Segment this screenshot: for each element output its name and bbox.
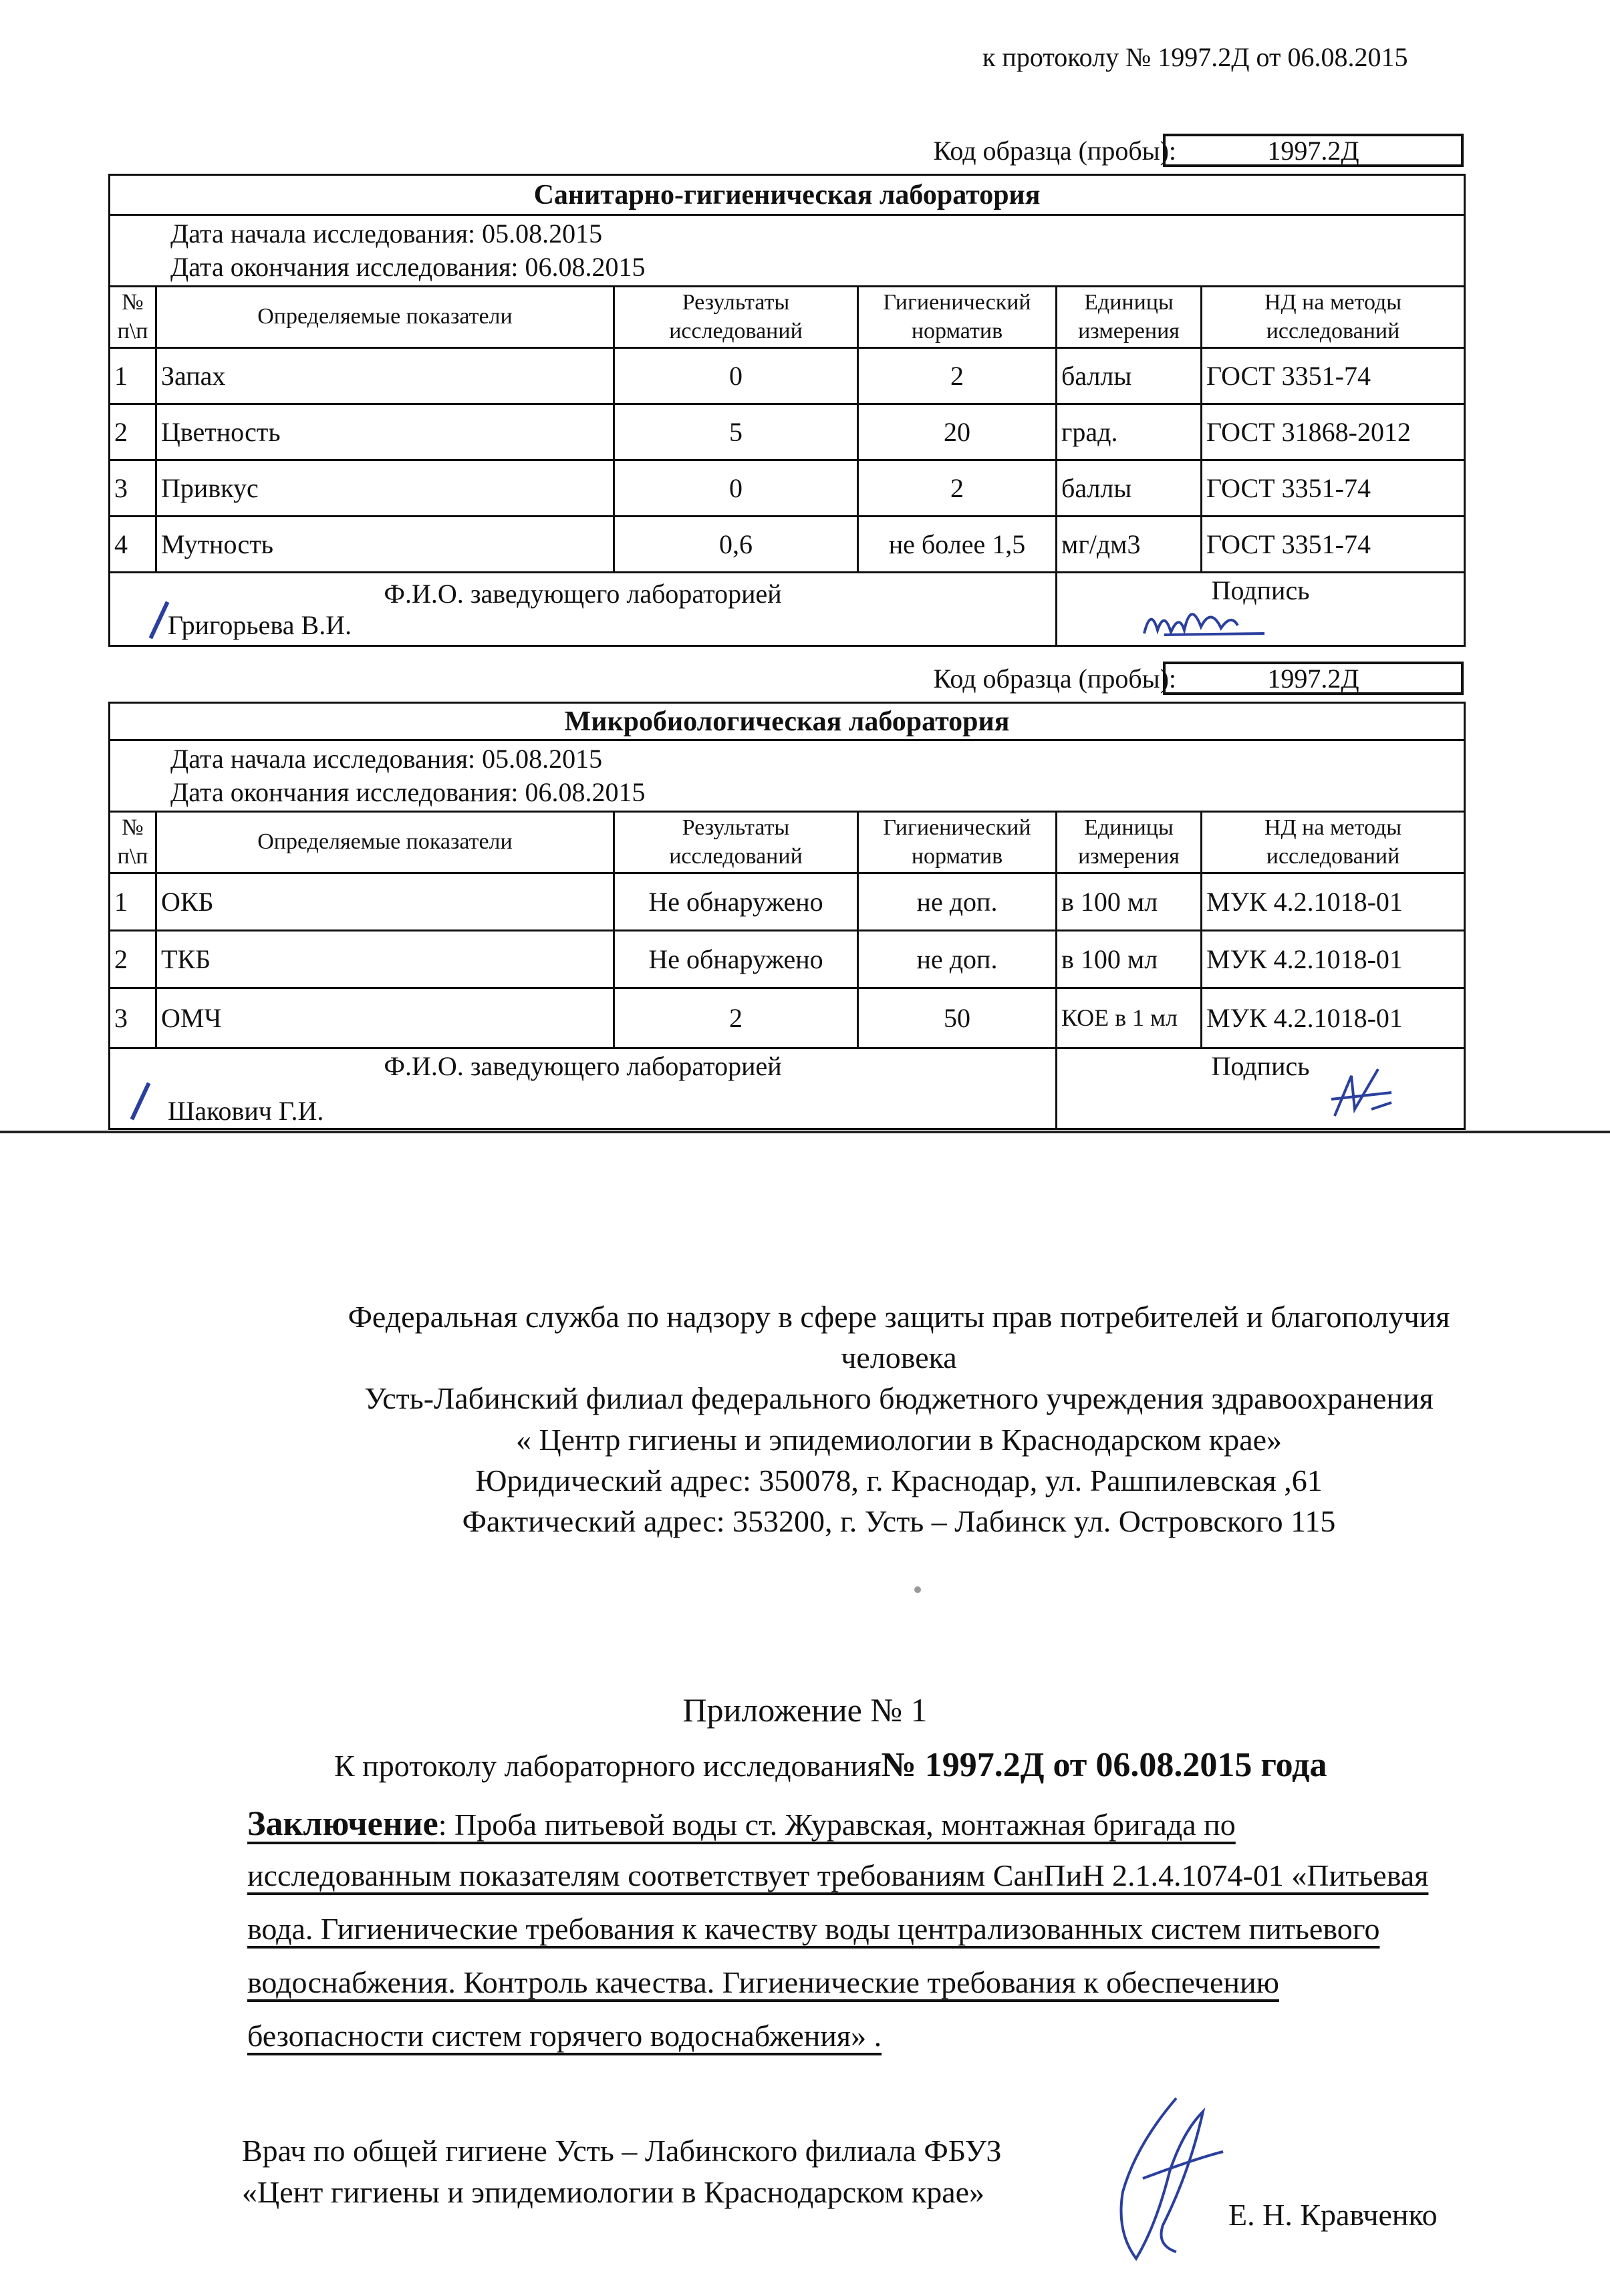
org-line: Юридический адрес: 350078, г. Краснодар, ул. Рашпилевская ,61	[475, 1463, 1323, 1497]
doctor-block	[242, 2130, 1002, 2212]
row-norm: не доп.	[858, 873, 1057, 931]
conclusion-line: вода. Гигиенические требования к качеству воды централизованных систем питьевого	[247, 1912, 1380, 1946]
doctor-line: Врач по общей гигиене Усть – Лабинского филиала ФБУЗ	[242, 2134, 1002, 2168]
row-num: 1	[110, 873, 156, 931]
signature-icon	[1137, 593, 1271, 647]
col-result: Результаты исследований	[614, 812, 858, 873]
row-unit: в 100 мл	[1057, 931, 1202, 988]
lab-dates	[110, 740, 1465, 812]
row-num: 4	[110, 517, 156, 573]
appendix-protocol-prefix: К протоколу лабораторного исследования	[334, 1749, 882, 1783]
row-method: МУК 4.2.1018-01	[1202, 873, 1465, 931]
sample-code-label: Код образца (пробы):	[933, 664, 1176, 694]
col-indicator: Определяемые показатели	[156, 287, 614, 348]
row-method: МУК 4.2.1018-01	[1202, 988, 1465, 1048]
lab-head-name: Григорьева В.И.	[168, 609, 352, 640]
row-unit: в 100 мл	[1057, 873, 1202, 931]
row-norm: 20	[858, 404, 1057, 460]
sample-code-row	[108, 134, 1464, 167]
org-line: « Центр гигиены и эпидемиологии в Краснодарском крае»	[515, 1422, 1283, 1457]
row-indicator: ОКБ	[156, 873, 614, 931]
col-method: НД на методы исследований	[1202, 287, 1465, 348]
row-indicator: Запах	[156, 348, 614, 404]
doctor-name: Е. Н. Кравченко	[1228, 2198, 1438, 2232]
row-num: 2	[110, 931, 156, 988]
protocol-reference: к протоколу № 1997.2Д от 06.08.2015	[982, 42, 1408, 72]
col-num: № п\п	[110, 812, 156, 873]
col-num: № п\п	[110, 287, 156, 348]
row-norm: не доп.	[858, 931, 1057, 988]
doctor-signature-icon	[1096, 2092, 1230, 2279]
row-norm: 50	[858, 988, 1057, 1048]
conclusion-line: безопасности систем горячего водоснабжения» .	[247, 2019, 882, 2053]
org-line: Усть-Лабинский филиал федерального бюджетного учреждения здравоохранения	[364, 1381, 1434, 1416]
row-norm: не более 1,5	[858, 517, 1057, 573]
lab-title: Санитарно-гигиеническая лаборатория	[110, 175, 1465, 215]
lab-head-cell	[110, 573, 1057, 646]
table-row	[110, 460, 1465, 517]
row-method: МУК 4.2.1018-01	[1202, 931, 1465, 988]
conclusion-line: исследованным показателям соответствует требованиям СанПиН 2.1.4.1074-01 «Питьевая	[247, 1858, 1429, 1892]
row-unit: мг/дм3	[1057, 517, 1202, 573]
lab-head-label: Ф.И.О. заведующего лабораторией	[384, 578, 782, 609]
signature-cell	[1057, 1048, 1465, 1129]
col-result: Результаты исследований	[614, 287, 858, 348]
row-num: 1	[110, 348, 156, 404]
signature-label: Подпись	[1211, 575, 1310, 605]
row-num: 2	[110, 404, 156, 460]
sample-code-row	[108, 662, 1464, 695]
row-num: 3	[110, 988, 156, 1048]
row-result: 0,6	[614, 517, 858, 573]
table-row	[110, 873, 1465, 931]
conclusion-lead: Заключение	[247, 1805, 438, 1843]
row-method: ГОСТ 3351-74	[1202, 517, 1465, 573]
row-result: 5	[614, 404, 858, 460]
lab-dates	[110, 215, 1465, 287]
lab-head-name: Шакович Г.И.	[168, 1096, 324, 1126]
microbiology-lab-table	[108, 702, 1466, 1130]
table-row	[110, 348, 1465, 404]
dot-mark	[914, 1586, 921, 1593]
row-method: ГОСТ 3351-74	[1202, 348, 1465, 404]
lab-head-label: Ф.И.О. заведующего лабораторией	[384, 1051, 782, 1081]
organization-block	[281, 1296, 1517, 1542]
sample-code-value: 1997.2Д	[1163, 662, 1464, 695]
lab-head-cell	[110, 1048, 1057, 1129]
row-result: 0	[614, 348, 858, 404]
org-line: человека	[841, 1340, 957, 1375]
row-unit: град.	[1057, 404, 1202, 460]
row-result: Не обнаружено	[614, 931, 858, 988]
table-row	[110, 931, 1465, 988]
row-indicator: Привкус	[156, 460, 614, 517]
row-result: Не обнаружено	[614, 873, 858, 931]
page-divider	[0, 1131, 1610, 1133]
col-unit: Единицы измерения	[1057, 812, 1202, 873]
row-num: 3	[110, 460, 156, 517]
row-indicator: Цветность	[156, 404, 614, 460]
col-unit: Единицы измерения	[1057, 287, 1202, 348]
table-row	[110, 517, 1465, 573]
sample-code-value: 1997.2Д	[1163, 134, 1464, 167]
sanitary-lab-table	[108, 174, 1466, 647]
date-end: Дата окончания исследования: 06.08.2015	[170, 252, 646, 282]
appendix-protocol	[334, 1745, 1327, 1785]
col-indicator: Определяемые показатели	[156, 812, 614, 873]
date-end: Дата окончания исследования: 06.08.2015	[170, 777, 646, 807]
appendix-title: Приложение № 1	[682, 1691, 928, 1729]
lab-title: Микробиологическая лаборатория	[110, 703, 1465, 740]
col-method: НД на методы исследований	[1202, 812, 1465, 873]
conclusion-line	[247, 1804, 1236, 1844]
signature-cell	[1057, 573, 1465, 646]
row-result: 0	[614, 460, 858, 517]
row-method: ГОСТ 3351-74	[1202, 460, 1465, 517]
row-unit: баллы	[1057, 348, 1202, 404]
date-start: Дата начала исследования: 05.08.2015	[170, 744, 603, 774]
table-row	[110, 404, 1465, 460]
org-line: Федеральная служба по надзору в сфере защиты прав потребителей и благополучия	[348, 1300, 1450, 1334]
col-norm: Гигиенический норматив	[858, 287, 1057, 348]
row-indicator: Мутность	[156, 517, 614, 573]
row-unit: баллы	[1057, 460, 1202, 517]
sample-code-label: Код образца (пробы):	[933, 136, 1176, 166]
org-line: Фактический адрес: 353200, г. Усть – Лабинск ул. Островского 115	[462, 1503, 1336, 1538]
row-method: ГОСТ 31868-2012	[1202, 404, 1465, 460]
signature-icon	[1325, 1062, 1398, 1123]
row-indicator: ОМЧ	[156, 988, 614, 1048]
table-row	[110, 988, 1465, 1048]
appendix-protocol-number: № 1997.2Д от 06.08.2015 года	[881, 1746, 1327, 1784]
row-unit: КОЕ в 1 мл	[1057, 988, 1202, 1048]
row-norm: 2	[858, 348, 1057, 404]
conclusion-text: : Проба питьевой воды ст. Журавская, монтажная бригада по	[438, 1808, 1236, 1842]
doctor-line: «Цент гигиены и эпидемиологии в Краснодарском крае»	[242, 2174, 985, 2209]
row-indicator: ТКБ	[156, 931, 614, 988]
signature-label: Подпись	[1211, 1051, 1310, 1081]
col-norm: Гигиенический норматив	[858, 812, 1057, 873]
row-result: 2	[614, 988, 858, 1048]
conclusion-line: водоснабжения. Контроль качества. Гигиенические требования к обеспечению	[247, 1965, 1279, 1999]
date-start: Дата начала исследования: 05.08.2015	[170, 219, 603, 249]
row-norm: 2	[858, 460, 1057, 517]
